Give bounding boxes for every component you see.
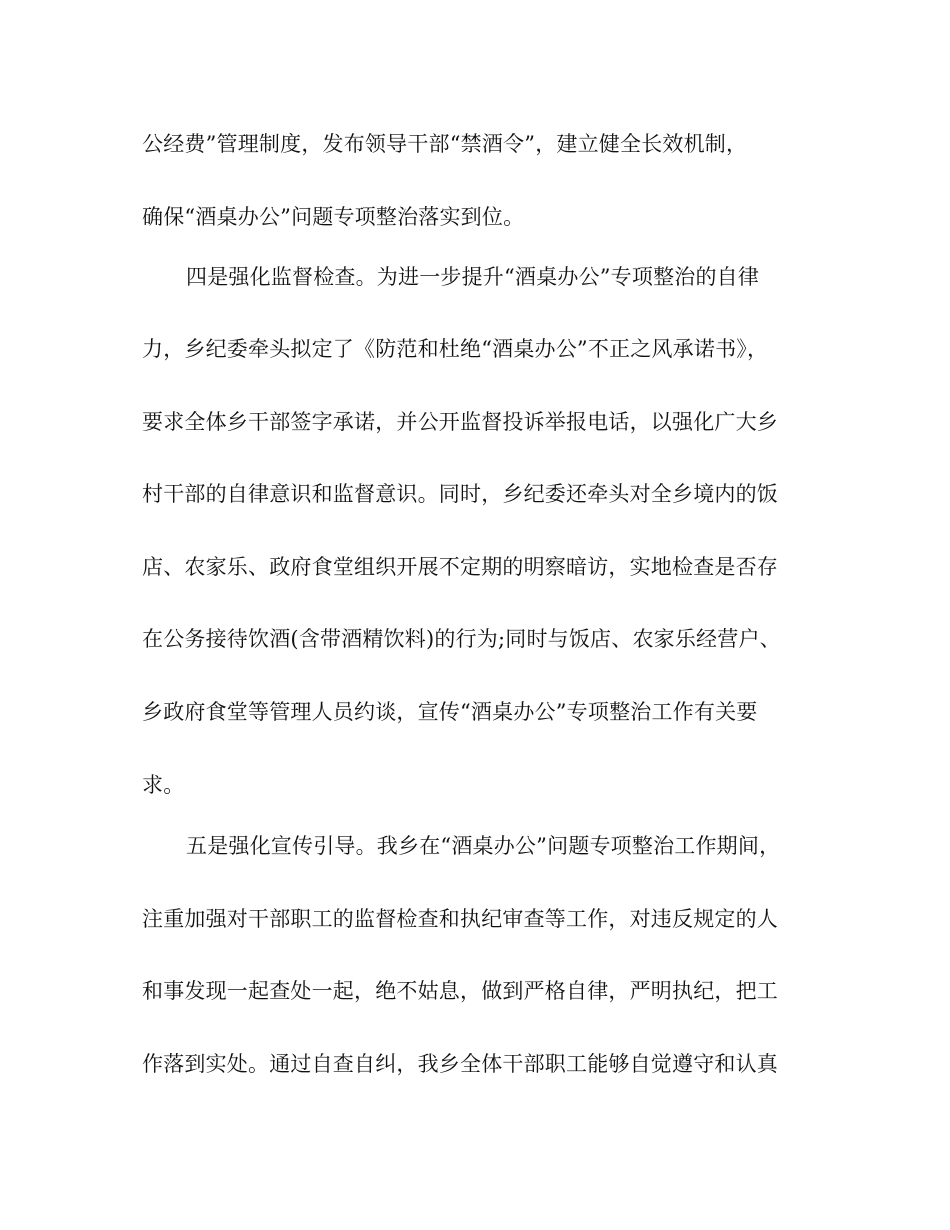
text-line: 确保“酒桌办公”问题专项整治落实到位。 bbox=[142, 205, 525, 229]
text-line: 乡政府食堂等管理人员约谈，宣传“酒桌办公”专项整治工作有关要 bbox=[142, 700, 758, 724]
text-line: 作落到实处。通过自查自纠，我乡全体干部职工能够自觉遵守和认真 bbox=[142, 1052, 778, 1076]
paragraph-start-line: 四是强化监督检查。为进一步提升“酒桌办公”专项整治的自律 bbox=[186, 265, 760, 289]
text-line: 公经费”管理制度，发布领导干部“禁酒令”，建立健全长效机制， bbox=[142, 132, 748, 156]
text-line: 村干部的自律意识和监督意识。同时，乡纪委还牵头对全乡境内的饭 bbox=[142, 482, 778, 506]
text-line: 要求全体乡干部签字承诺，并公开监督投诉举报电话，以强化广大乡 bbox=[142, 410, 778, 434]
text-line: 在公务接待饮酒(含带酒精饮料)的行为;同时与饭店、农家乐经营户、 bbox=[142, 627, 781, 651]
text-line: 和事发现一起查处一起，绝不姑息，做到严格自律，严明执纪，把工 bbox=[142, 979, 778, 1003]
paragraph-start-line: 五是强化宣传引导。我乡在“酒桌办公”问题专项整治工作期间， bbox=[186, 834, 781, 858]
text-line: 注重加强对干部职工的监督检查和执纪审查等工作，对违反规定的人 bbox=[142, 907, 778, 931]
text-line: 力，乡纪委牵头拟定了《防范和杜绝“酒桌办公”不正之风承诺书》， bbox=[142, 337, 769, 361]
text-line: 店、农家乐、政府食堂组织开展不定期的明察暗访，实地检查是否存 bbox=[142, 555, 778, 579]
text-line: 求。 bbox=[142, 773, 185, 797]
